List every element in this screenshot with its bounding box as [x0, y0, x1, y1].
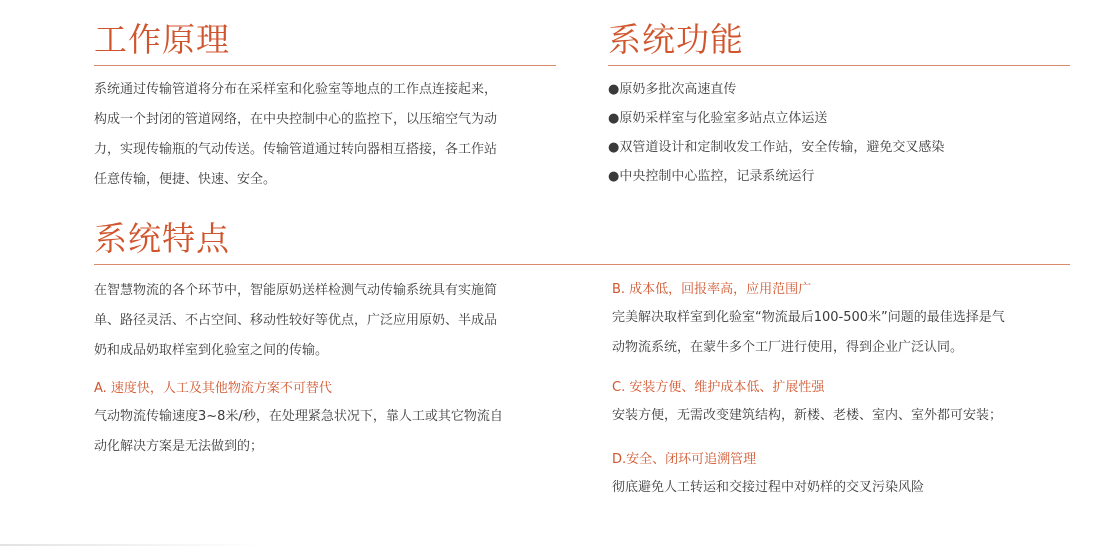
feature-b-text [612, 303, 1082, 363]
features-intro-line: 单、路径灵活、不占空间、移动性较好等优点，广泛应用原奶、半成品 [94, 313, 498, 328]
feature-b-line: 动物流系统，在蒙牛多个工厂进行使用，得到企业广泛认同。 [612, 340, 964, 355]
functions-section [608, 20, 1070, 191]
function-item: ●双管道设计和定制收发工作站，安全传输，避免交叉感染 [608, 140, 945, 155]
bottom-divider [0, 544, 260, 546]
feature-d-line: 彻底避免人工转运和交接过程中对奶样的交叉污染风险 [612, 480, 925, 495]
features-divider [94, 264, 1070, 265]
feature-a-text [94, 402, 564, 462]
principle-text [94, 75, 556, 195]
feature-a-line: 动化解决方案是无法做到的； [94, 439, 264, 454]
feature-c-line: 安装方便，无需改变建筑结构，新楼、老楼、室内、室外都可安装； [612, 408, 1003, 423]
features-intro-line: 奶和成品奶取样室到化验室之间的传输。 [94, 343, 329, 358]
function-item: ●中央控制中心监控，记录系统运行 [608, 169, 815, 184]
functions-list [608, 75, 1070, 191]
feature-a-line: 气动物流传输速度3~8米/秒，在处理紧急状况下，靠人工或其它物流自 [94, 409, 503, 424]
feature-b-heading: B. 成本低，回报率高，应用范围广 [612, 282, 812, 297]
features-section [94, 219, 1070, 265]
function-item: ●原奶多批次高速直传 [608, 82, 737, 97]
feature-b-line: 完美解决取样室到化验室“物流最后100-500米”问题的最佳选择是气 [612, 310, 1005, 325]
function-item: ●原奶采样室与化验室多站点立体运送 [608, 111, 828, 126]
feature-d-text [612, 473, 1082, 503]
principle-section [94, 20, 556, 195]
features-right-column [612, 277, 1082, 503]
features-title: 系统特点 [94, 219, 230, 258]
features-intro [94, 276, 564, 366]
functions-title: 系统功能 [608, 20, 744, 59]
principle-line: 力，实现传输瓶的气动传送。传输管道通过转向器相互搭接，各工作站 [94, 142, 498, 157]
feature-c-text [612, 401, 1082, 431]
principle-title: 工作原理 [94, 20, 230, 59]
features-left-column [94, 276, 564, 462]
principle-line: 构成一个封闭的管道网络，在中央控制中心的监控下，以压缩空气为动 [94, 112, 498, 127]
feature-a-heading: A. 速度快，人工及其他物流方案不可替代 [94, 381, 332, 396]
feature-d-heading: D.安全、闭环可追溯管理 [612, 452, 757, 467]
features-intro-line: 在智慧物流的各个环节中，智能原奶送样检测气动传输系统具有实施简 [94, 283, 498, 298]
feature-c-heading: C. 安装方便、维护成本低、扩展性强 [612, 380, 825, 395]
principle-divider [94, 65, 556, 66]
functions-divider [608, 65, 1070, 66]
principle-line: 任意传输，便捷、快速、安全。 [94, 172, 277, 187]
principle-line: 系统通过传输管道将分布在采样室和化验室等地点的工作点连接起来， [94, 82, 498, 97]
